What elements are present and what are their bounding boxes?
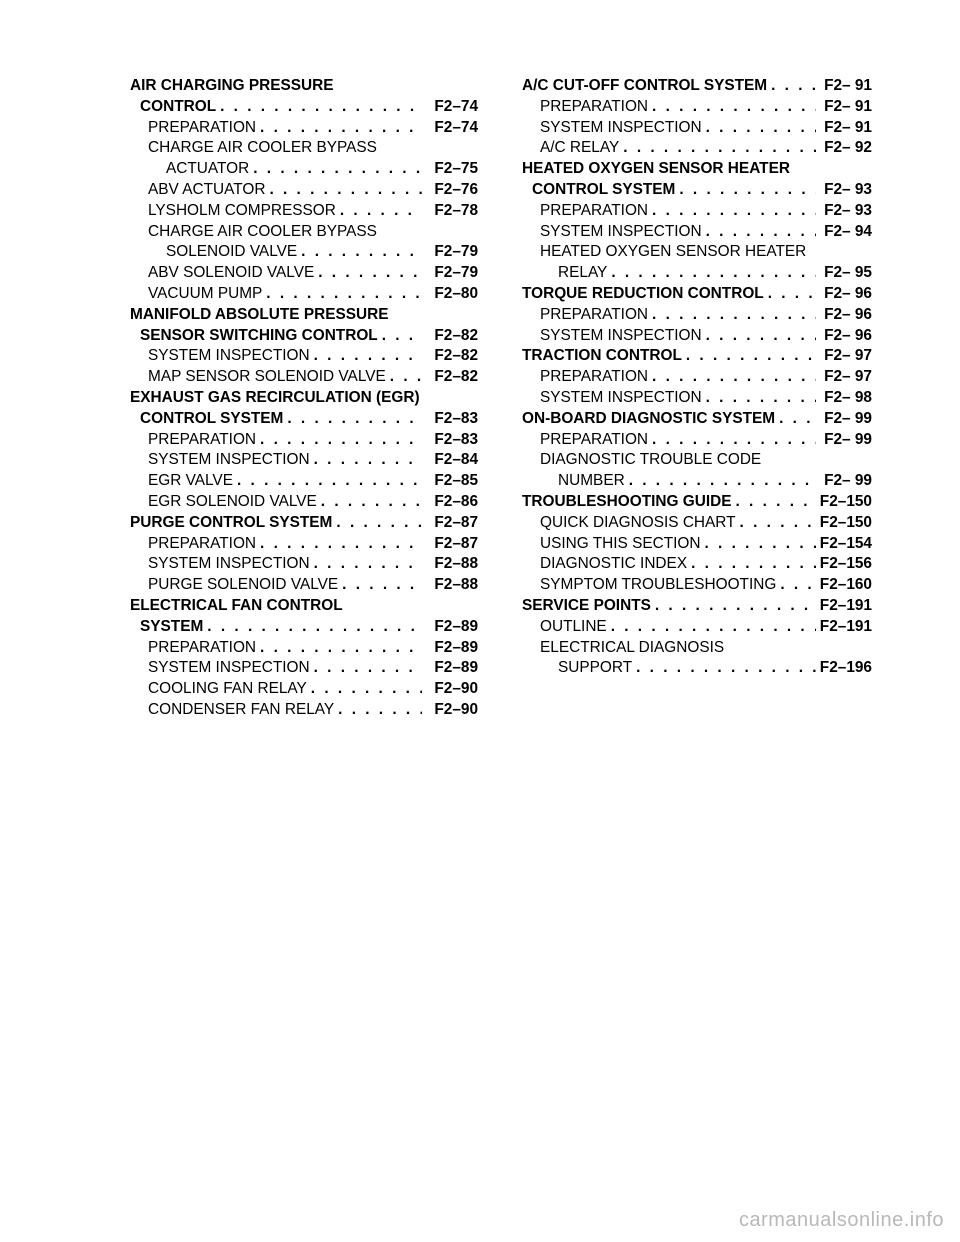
- dot-leader: [382, 326, 422, 347]
- dot-leader: [390, 367, 422, 388]
- toc-entry-title: CONTROL SYSTEM: [140, 409, 284, 427]
- toc-entry-page: F2– 91: [824, 77, 872, 94]
- toc-entry[interactable]: [130, 263, 478, 284]
- toc-entry-title: ON-BOARD DIAGNOSTIC SYSTEM: [522, 409, 776, 427]
- toc-entry-page: F2–80: [434, 284, 478, 302]
- toc-entry-title: PURGE SOLENOID VALVE: [148, 576, 339, 594]
- toc-entry[interactable]: [522, 222, 872, 243]
- toc-entry[interactable]: [130, 575, 478, 596]
- toc-entry-title: SOLENOID VALVE: [166, 243, 298, 261]
- dot-leader: [311, 679, 422, 700]
- toc-entry[interactable]: [130, 346, 478, 367]
- toc-entry[interactable]: [130, 76, 478, 97]
- dot-leader: [679, 180, 816, 201]
- toc-entry[interactable]: [522, 201, 872, 222]
- toc-entry[interactable]: [522, 284, 872, 305]
- toc-entry-title: PREPARATION: [148, 638, 257, 656]
- toc-entry-title: TROUBLESHOOTING GUIDE: [522, 492, 732, 510]
- toc-entry-title: EGR SOLENOID VALVE: [148, 492, 317, 510]
- toc-entry[interactable]: [130, 201, 478, 222]
- dot-leader: [706, 326, 816, 347]
- toc-entry-page: F2–84: [434, 451, 478, 469]
- toc-entry-title: CONDENSER FAN RELAY: [148, 700, 335, 718]
- toc-entry-title: SYSTEM INSPECTION: [540, 118, 702, 136]
- toc-entry-page: F2–88: [434, 555, 478, 573]
- toc-entry[interactable]: [522, 430, 872, 451]
- toc-entry-page: F2–90: [434, 700, 478, 718]
- toc-entry-page: F2–88: [434, 576, 478, 594]
- toc-entry[interactable]: [130, 492, 478, 513]
- dot-leader: [338, 700, 422, 721]
- toc-entry[interactable]: [522, 326, 872, 347]
- toc-entry[interactable]: [522, 638, 872, 659]
- toc-entry[interactable]: [130, 367, 478, 388]
- toc-entry[interactable]: [130, 679, 478, 700]
- toc-entry-title: MAP SENSOR SOLENOID VALVE: [148, 368, 386, 386]
- toc-entry-title: ABV ACTUATOR: [148, 180, 266, 198]
- toc-entry-title: ELECTRICAL FAN CONTROL: [130, 596, 343, 614]
- toc-entry-title: SERVICE POINTS: [522, 596, 651, 614]
- dot-leader: [287, 409, 422, 430]
- dot-leader: [768, 284, 816, 305]
- toc-entry-page: F2–150: [819, 513, 872, 531]
- toc-entry[interactable]: [130, 638, 478, 659]
- toc-entry-page: F2–82: [434, 347, 478, 365]
- toc-entry-title: PREPARATION: [148, 430, 257, 448]
- toc-entry-title: PREPARATION: [540, 305, 649, 323]
- toc-entry-title: TRACTION CONTROL: [522, 347, 682, 365]
- dot-leader: [611, 263, 816, 284]
- toc-entry[interactable]: [522, 388, 872, 409]
- toc-entry[interactable]: [130, 305, 478, 326]
- toc-entry-title: EGR VALVE: [148, 472, 233, 490]
- toc-entry-title: PREPARATION: [540, 97, 649, 115]
- toc-entry-title: RELAY: [558, 264, 608, 282]
- dot-leader: [740, 513, 816, 534]
- toc-entry-page: F2–191: [819, 617, 872, 635]
- dot-leader: [706, 118, 816, 139]
- dot-leader: [237, 471, 422, 492]
- toc-entry[interactable]: [130, 388, 478, 409]
- toc-entry-title: OUTLINE: [540, 617, 607, 635]
- dot-leader: [736, 492, 816, 513]
- toc-entry-title: ACTUATOR: [166, 160, 250, 178]
- toc-entry-title: SYSTEM INSPECTION: [540, 326, 702, 344]
- toc-entry[interactable]: [522, 471, 872, 492]
- toc-entry-page: F2–191: [819, 596, 872, 614]
- toc-entry-title: CONTROL SYSTEM: [532, 180, 676, 198]
- toc-entry-title: CHARGE AIR COOLER BYPASS: [148, 222, 377, 240]
- toc-entry[interactable]: [522, 305, 872, 326]
- toc-entry-title: SENSOR SWITCHING CONTROL: [140, 326, 378, 344]
- toc-entry-title: SUPPORT: [558, 659, 633, 677]
- dot-leader: [779, 409, 816, 430]
- toc-entry[interactable]: [522, 367, 872, 388]
- dot-leader: [706, 222, 816, 243]
- toc-entry[interactable]: [130, 118, 478, 139]
- toc-entry[interactable]: [522, 138, 872, 159]
- toc-entry[interactable]: [522, 118, 872, 139]
- dot-leader: [771, 76, 816, 97]
- dot-leader: [706, 388, 816, 409]
- toc-entry[interactable]: [522, 409, 872, 430]
- dot-leader: [652, 367, 816, 388]
- toc-entry-title: SYSTEM INSPECTION: [148, 555, 310, 573]
- toc-entry[interactable]: [522, 534, 872, 555]
- toc-entry[interactable]: [522, 513, 872, 534]
- dot-leader: [318, 263, 422, 284]
- toc-entry[interactable]: [130, 222, 478, 243]
- toc-entry[interactable]: [522, 263, 872, 284]
- dot-leader: [636, 658, 816, 679]
- toc-entry-page: F2– 91: [824, 118, 872, 136]
- dot-leader: [780, 575, 815, 596]
- toc-entry-page: F2–82: [434, 326, 478, 344]
- toc-entry-page: F2–89: [434, 617, 478, 635]
- toc-entry[interactable]: [130, 534, 478, 555]
- toc-entry[interactable]: [522, 180, 872, 201]
- toc-entry-title: NUMBER: [558, 472, 625, 490]
- toc-entry[interactable]: [522, 76, 872, 97]
- toc-entry-page: F2–83: [434, 409, 478, 427]
- dot-leader: [260, 534, 422, 555]
- dot-leader: [629, 471, 816, 492]
- toc-entry-page: F2–74: [434, 118, 478, 136]
- toc-entry-page: F2– 93: [824, 201, 872, 219]
- toc-entry-title: CHARGE AIR COOLER BYPASS: [148, 139, 377, 157]
- toc-entry-page: F2– 96: [824, 284, 872, 302]
- toc-entry-page: F2–90: [434, 680, 478, 698]
- dot-leader: [260, 638, 422, 659]
- toc-entry[interactable]: [130, 617, 478, 638]
- dot-leader: [340, 201, 422, 222]
- toc-entry-title: USING THIS SECTION: [540, 534, 701, 552]
- toc-entry-title: VACUUM PUMP: [148, 284, 263, 302]
- toc-entry-title: PREPARATION: [148, 534, 257, 552]
- toc-entry-page: F2– 99: [824, 430, 872, 448]
- dot-leader: [623, 138, 816, 159]
- toc-entry-title: SYSTEM INSPECTION: [148, 347, 310, 365]
- toc-entry[interactable]: [130, 138, 478, 159]
- toc-entry-page: F2–156: [819, 555, 872, 573]
- toc-entry-title: PREPARATION: [540, 368, 649, 386]
- dot-leader: [314, 658, 422, 679]
- dot-leader: [342, 575, 422, 596]
- toc-entry-title: PURGE CONTROL SYSTEM: [130, 513, 333, 531]
- dot-leader: [704, 534, 815, 555]
- toc-entry-title: A/C CUT-OFF CONTROL SYSTEM: [522, 77, 768, 94]
- toc-entry-title: PREPARATION: [540, 430, 649, 448]
- toc-right-column: [522, 76, 872, 679]
- toc-entry-page: F2–87: [434, 534, 478, 552]
- toc-entry-title: PREPARATION: [148, 118, 257, 136]
- dot-leader: [266, 284, 422, 305]
- dot-leader: [260, 430, 422, 451]
- toc-entry-title: ABV SOLENOID VALVE: [148, 264, 315, 282]
- toc-entry-title: AIR CHARGING PRESSURE: [130, 77, 334, 94]
- toc-entry-page: F2– 92: [824, 139, 872, 157]
- dot-leader: [655, 596, 816, 617]
- toc-entry-page: F2– 96: [824, 305, 872, 323]
- toc-entry[interactable]: [522, 450, 872, 471]
- toc-entry[interactable]: [130, 554, 478, 575]
- dot-leader: [301, 242, 422, 263]
- toc-entry-title: SYSTEM INSPECTION: [540, 222, 702, 240]
- toc-entry-page: F2– 99: [824, 472, 872, 490]
- toc-entry-page: F2– 94: [824, 222, 872, 240]
- dot-leader: [220, 97, 422, 118]
- toc-entry[interactable]: [522, 492, 872, 513]
- toc-entry-page: F2– 91: [824, 97, 872, 115]
- toc-entry-page: F2–87: [434, 513, 478, 531]
- toc-entry-page: F2– 97: [824, 347, 872, 365]
- toc-entry[interactable]: [130, 430, 478, 451]
- toc-entry[interactable]: [130, 97, 478, 118]
- toc-entry-page: F2– 98: [824, 388, 872, 406]
- toc-entry[interactable]: [522, 242, 872, 263]
- toc-entry-page: F2–154: [819, 534, 872, 552]
- toc-entry-title: DIAGNOSTIC INDEX: [540, 555, 688, 573]
- toc-entry-title: EXHAUST GAS RECIRCULATION (EGR): [130, 388, 420, 406]
- toc-entry-page: F2–196: [819, 659, 872, 677]
- toc-entry-page: F2– 96: [824, 326, 872, 344]
- toc-entry[interactable]: [130, 326, 478, 347]
- toc-entry-title: LYSHOLM COMPRESSOR: [148, 201, 336, 219]
- toc-entry[interactable]: [522, 575, 872, 596]
- toc-entry-title: CONTROL: [140, 97, 217, 115]
- toc-entry-title: SYSTEM: [140, 617, 204, 635]
- toc-entry[interactable]: [522, 617, 872, 638]
- toc-entry[interactable]: [130, 700, 478, 721]
- toc-entry[interactable]: [130, 596, 478, 617]
- dot-leader: [652, 201, 816, 222]
- toc-entry-title: HEATED OXYGEN SENSOR HEATER: [522, 160, 790, 178]
- toc-entry-title: PREPARATION: [540, 201, 649, 219]
- dot-leader: [652, 430, 816, 451]
- toc-entry-page: F2–85: [434, 472, 478, 490]
- toc-entry-page: F2–89: [434, 638, 478, 656]
- toc-entry-title: SYSTEM INSPECTION: [540, 388, 702, 406]
- toc-entry[interactable]: [522, 159, 872, 180]
- dot-leader: [314, 554, 422, 575]
- toc-entry-page: F2– 99: [824, 409, 872, 427]
- toc-entry-page: F2–75: [434, 160, 478, 178]
- toc-entry-title: HEATED OXYGEN SENSOR HEATER: [540, 243, 807, 261]
- toc-entry-page: F2–82: [434, 368, 478, 386]
- toc-entry[interactable]: [522, 346, 872, 367]
- toc-entry[interactable]: [130, 658, 478, 679]
- toc-entry-title: MANIFOLD ABSOLUTE PRESSURE: [130, 305, 389, 323]
- dot-leader: [686, 346, 816, 367]
- dot-leader: [652, 97, 816, 118]
- dot-leader: [253, 159, 422, 180]
- toc-entry-title: SYMPTOM TROUBLESHOOTING: [540, 576, 777, 594]
- toc-entry[interactable]: [130, 180, 478, 201]
- toc-entry-page: F2–79: [434, 243, 478, 261]
- dot-leader: [260, 118, 422, 139]
- toc-entry[interactable]: [522, 596, 872, 617]
- toc-entry-page: F2–78: [434, 201, 478, 219]
- toc-entry[interactable]: [522, 97, 872, 118]
- toc-entry[interactable]: [522, 658, 872, 679]
- toc-entry-page: F2–79: [434, 264, 478, 282]
- toc-entry-title: DIAGNOSTIC TROUBLE CODE: [540, 451, 762, 469]
- toc-entry-page: F2– 95: [824, 264, 872, 282]
- dot-leader: [314, 450, 422, 471]
- toc-entry[interactable]: [522, 554, 872, 575]
- toc-entry-page: F2–86: [434, 492, 478, 510]
- dot-leader: [314, 346, 422, 367]
- toc-entry-title: QUICK DIAGNOSIS CHART: [540, 513, 736, 531]
- toc-entry[interactable]: [130, 471, 478, 492]
- toc-entry-page: F2–76: [434, 180, 478, 198]
- toc-entry-page: F2–83: [434, 430, 478, 448]
- dot-leader: [691, 554, 816, 575]
- toc-entry-page: F2– 97: [824, 368, 872, 386]
- dot-leader: [336, 513, 422, 534]
- toc-entry-title: ELECTRICAL DIAGNOSIS: [540, 638, 725, 656]
- toc-entry[interactable]: [130, 513, 478, 534]
- dot-leader: [207, 617, 422, 638]
- toc-entry-page: F2–89: [434, 659, 478, 677]
- dot-leader: [652, 305, 816, 326]
- toc-entry-title: SYSTEM INSPECTION: [148, 659, 310, 677]
- toc-entry-page: F2– 93: [824, 180, 872, 198]
- dot-leader: [611, 617, 816, 638]
- dot-leader: [321, 492, 422, 513]
- toc-entry-title: COOLING FAN RELAY: [148, 680, 307, 698]
- toc-left-column: [130, 76, 478, 721]
- watermark: carmanualsonline.info: [738, 1209, 944, 1231]
- toc-entry-title: SYSTEM INSPECTION: [148, 451, 310, 469]
- toc-entry-page: F2–150: [819, 492, 872, 510]
- toc-entry[interactable]: [130, 450, 478, 471]
- toc-entry[interactable]: [130, 159, 478, 180]
- toc-entry-title: A/C RELAY: [540, 139, 620, 157]
- toc-entry[interactable]: [130, 284, 478, 305]
- toc-entry-page: F2–160: [819, 576, 872, 594]
- toc-entry[interactable]: [130, 242, 478, 263]
- dot-leader: [269, 180, 422, 201]
- toc-entry-page: F2–74: [434, 97, 478, 115]
- toc-entry[interactable]: [130, 409, 478, 430]
- toc-entry-title: TORQUE REDUCTION CONTROL: [522, 284, 764, 302]
